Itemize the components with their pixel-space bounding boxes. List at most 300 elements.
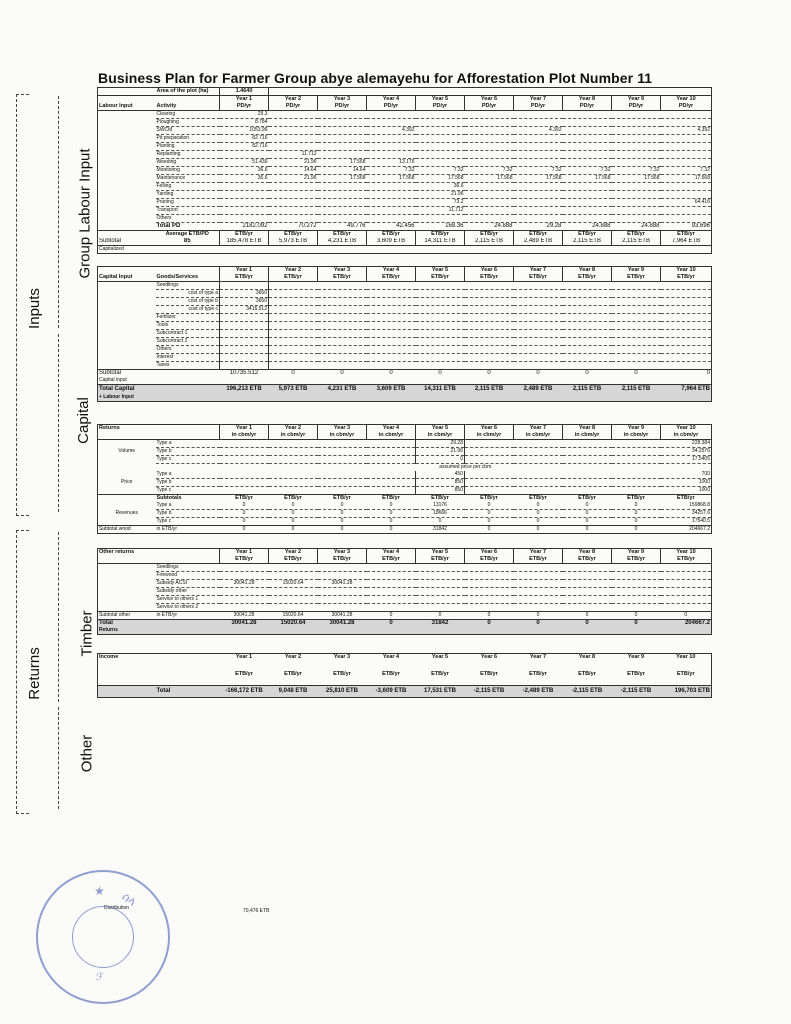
area-value: 1.4640	[220, 88, 269, 96]
table-cell	[612, 563, 661, 571]
unit-header: PD/yr	[269, 103, 318, 111]
table-cell	[514, 394, 563, 402]
table-cell	[661, 290, 712, 298]
subtotals-label: Subtotals	[156, 494, 220, 502]
activity-name: Pruning	[156, 199, 220, 207]
labour-value	[563, 135, 612, 143]
year-header: Year 3	[318, 653, 367, 661]
table-cell	[98, 571, 156, 579]
labour-subtotal-value: 5,973 ETB	[269, 238, 318, 246]
labour-value	[220, 215, 269, 223]
table-cell	[318, 627, 367, 635]
table-cell	[661, 661, 712, 671]
other-return-name: Subsidy other	[156, 587, 220, 595]
labour-value	[318, 183, 367, 191]
table-cell	[514, 298, 563, 306]
table-cell	[465, 322, 514, 330]
labour-value	[367, 111, 416, 119]
labour-value: 11.712	[416, 207, 465, 215]
labour-subtotal-value: 2,115 ETB	[563, 238, 612, 246]
total-returns-value: 0	[367, 619, 416, 627]
other-return-value: 15020.64	[269, 579, 318, 587]
labour-value	[416, 135, 465, 143]
table-cell	[465, 571, 514, 579]
labour-value	[563, 151, 612, 159]
labour-value	[661, 215, 712, 223]
table-cell	[318, 322, 367, 330]
labour-unit-row	[98, 103, 712, 111]
table-cell	[220, 439, 269, 447]
year-header: Year 10	[661, 424, 712, 432]
table-cell	[465, 471, 514, 479]
revenue-value: 18666	[416, 509, 465, 517]
revenue-value: 159868.8	[661, 502, 712, 510]
other-return-value	[220, 603, 269, 611]
timber-label: Timber	[78, 610, 96, 657]
income-total-value: -2,489 ETB	[514, 686, 563, 698]
stamp-inner-ring	[72, 906, 134, 968]
total-returns-value: 0	[612, 619, 661, 627]
labour-value: 17.568	[465, 175, 514, 183]
table-cell	[612, 455, 661, 463]
timber-type: Type c	[156, 486, 220, 494]
labour-value: 7.32	[416, 167, 465, 175]
labour-subtotal-value: 4,231 ETB	[318, 238, 367, 246]
revenue-value: 0	[318, 517, 367, 525]
table-cell	[269, 330, 318, 338]
labour-value	[318, 191, 367, 199]
labour-value: 29.3	[220, 111, 269, 119]
table-cell	[269, 627, 318, 635]
table-cell	[661, 314, 712, 322]
total-returns-value: 204667.2	[661, 619, 712, 627]
table-cell	[612, 314, 661, 322]
labour-value	[465, 111, 514, 119]
table-cell	[661, 330, 712, 338]
labour-value	[220, 151, 269, 159]
subtotal-wood-value: 31842	[416, 525, 465, 533]
other-row	[98, 603, 712, 611]
table-cell	[612, 354, 661, 362]
subtotal-wood-value: 0	[514, 525, 563, 533]
table-cell	[661, 377, 712, 385]
table-cell	[156, 619, 220, 627]
year-header: Year 6	[465, 424, 514, 432]
table-cell	[416, 290, 465, 298]
capital-value	[220, 362, 269, 370]
capital-section-label: Capital Input	[98, 274, 156, 282]
table-cell	[612, 377, 661, 385]
unit-header: ETB/yr	[318, 556, 367, 564]
price-value: 1000	[661, 478, 712, 486]
other-subtotal-row	[98, 611, 712, 619]
table-cell	[416, 579, 465, 587]
table-cell	[367, 661, 416, 671]
labour-value	[612, 151, 661, 159]
table-cell	[318, 394, 367, 402]
volume-row	[98, 447, 712, 455]
table-cell	[98, 231, 156, 239]
goods-name: Others	[156, 346, 220, 354]
unit-header: ETB/yr	[333, 670, 351, 677]
table-cell	[367, 298, 416, 306]
table-cell	[98, 96, 156, 104]
table-cell	[318, 447, 367, 455]
table-cell	[514, 322, 563, 330]
labour-row	[98, 175, 712, 183]
volume-value: 34.2576	[661, 447, 712, 455]
table-cell	[367, 603, 416, 611]
total-returns-value: 0	[563, 619, 612, 627]
revenue-value: 34257.6	[661, 509, 712, 517]
capital-subtotal-value: 0	[367, 370, 416, 378]
area-label: Area of the plot (ha)	[156, 88, 220, 96]
table-cell	[514, 579, 563, 587]
labour-value	[612, 159, 661, 167]
labour-value	[612, 191, 661, 199]
table-cell	[416, 306, 465, 314]
other-bracket	[58, 707, 59, 809]
labour-value	[416, 119, 465, 127]
income-section-label: Income	[98, 653, 156, 661]
table-cell	[465, 563, 514, 571]
unit-header: ETB/yr	[563, 494, 612, 502]
revenue-row	[98, 502, 712, 510]
year-header: Year 9	[612, 267, 661, 275]
income-total-row	[98, 686, 712, 698]
year-header: Year 1	[220, 548, 269, 556]
revenue-value: 0	[563, 517, 612, 525]
table-cell	[156, 432, 220, 440]
labour-value	[563, 143, 612, 151]
table-cell	[98, 330, 156, 338]
total-capital-value: 4,231 ETB	[327, 385, 357, 392]
labour-section-label: Labour Input	[98, 103, 156, 111]
spreadsheet	[97, 87, 711, 698]
revenue-value: 0	[269, 502, 318, 510]
goods-name: Interest	[156, 354, 220, 362]
table-cell	[514, 595, 563, 603]
year-header: Year 6	[465, 267, 514, 275]
goods-name: cost of type a	[156, 290, 220, 298]
total-capital-value: 7,964 ETB	[661, 385, 712, 394]
labour-value	[269, 135, 318, 143]
table-cell	[416, 377, 465, 385]
labour-value	[563, 111, 612, 119]
table-cell	[465, 579, 514, 587]
table-cell	[220, 377, 269, 385]
labour-value	[318, 151, 367, 159]
labour-value	[563, 207, 612, 215]
unit-header: ETB/yr	[661, 274, 712, 282]
table-cell	[318, 246, 367, 254]
revenue-value: 0	[220, 502, 269, 510]
labour-row	[98, 191, 712, 199]
revenue-value: 0	[514, 509, 563, 517]
table-cell	[514, 471, 563, 479]
unit-header: ETB/yr	[612, 494, 661, 502]
income-year-row	[98, 653, 712, 661]
table-cell	[514, 306, 563, 314]
capital-value: 3660	[220, 298, 269, 306]
labour-subtotal-value: 2,115 ETB	[465, 238, 514, 246]
unit-header: in cbm/yr	[465, 432, 514, 440]
table-cell	[612, 394, 661, 402]
table-cell	[612, 88, 661, 96]
table-cell	[318, 678, 367, 686]
table-cell	[98, 463, 156, 471]
income-table	[97, 653, 712, 699]
table-cell	[156, 661, 220, 671]
table-cell	[416, 282, 465, 290]
unit-header: PD/yr	[612, 103, 661, 111]
unit-header: ETB/yr	[416, 274, 465, 282]
unit-header: ETB/yr	[563, 556, 612, 564]
table-cell	[514, 354, 563, 362]
table-cell	[563, 362, 612, 370]
table-cell	[416, 246, 465, 254]
unit-header: ETB/yr	[514, 556, 563, 564]
labour-value: 17.568	[367, 175, 416, 183]
total-returns-value: 0	[514, 619, 563, 627]
activity-name: Replanting	[156, 151, 220, 159]
total-pd-value: 93.696	[661, 223, 712, 231]
capital-row	[98, 306, 712, 314]
revenue-value: 0	[465, 502, 514, 510]
labour-value	[612, 215, 661, 223]
group-labour-bracket	[58, 96, 59, 328]
table-cell	[514, 330, 563, 338]
table-cell	[514, 314, 563, 322]
price-value: 1000	[661, 486, 712, 494]
table-cell	[318, 298, 367, 306]
goods-name: Tools	[156, 322, 220, 330]
labour-value: 17.568	[661, 175, 712, 183]
volume-value: 29.28	[416, 439, 465, 447]
labour-value	[318, 207, 367, 215]
capital-value	[220, 346, 269, 354]
table-cell	[98, 167, 156, 175]
other-returns-label: Other returns	[98, 548, 156, 556]
price-value: 450	[416, 471, 465, 479]
table-cell	[465, 298, 514, 306]
table-cell	[98, 346, 156, 354]
table-cell	[612, 246, 661, 254]
table-cell	[98, 661, 156, 671]
timber-bracket	[58, 532, 59, 702]
labour-table	[97, 87, 712, 254]
total-returns-value: 30041.28	[318, 619, 367, 627]
table-cell	[98, 563, 156, 571]
year-header: Year 6	[465, 548, 514, 556]
labour-row	[98, 159, 712, 167]
labour-subtotal-value: 2,115 ETB	[612, 238, 661, 246]
total-returns-label: Total	[98, 619, 156, 627]
unit-header: ETB/yr	[416, 231, 465, 239]
revenue-value: 17540.5	[661, 517, 712, 525]
table-cell	[416, 587, 465, 595]
goods-services-header: Goods/Services	[156, 274, 220, 282]
table-cell	[367, 88, 416, 96]
table-cell	[563, 471, 612, 479]
activity-name: Others	[156, 215, 220, 223]
year-header: Year 3	[318, 267, 367, 275]
labour-value: 73.2	[416, 199, 465, 207]
table-cell	[514, 627, 563, 635]
table-cell	[661, 595, 712, 603]
table-cell	[563, 377, 612, 385]
table-cell	[269, 354, 318, 362]
table-cell	[156, 377, 220, 385]
table-cell	[156, 548, 220, 556]
unit-header: ETB/yr	[661, 556, 712, 564]
price-value: 850	[416, 478, 465, 486]
area-row	[98, 88, 712, 96]
table-cell	[612, 346, 661, 354]
table-cell	[156, 424, 220, 432]
labour-value: 8.784	[220, 119, 269, 127]
labour-subtotal-value: 185,478 ETB	[220, 238, 269, 246]
year-header: Year 8	[563, 653, 612, 661]
labour-value: 82.716	[220, 143, 269, 151]
activity-name: Monitoring	[156, 167, 220, 175]
year-header: Year 8	[563, 96, 612, 104]
timber-table	[97, 424, 712, 534]
labour-value	[269, 215, 318, 223]
labour-value	[563, 191, 612, 199]
table-cell	[514, 486, 563, 494]
table-cell	[98, 135, 156, 143]
capital-row	[98, 322, 712, 330]
table-cell	[98, 151, 156, 159]
table-cell	[220, 455, 269, 463]
year-header: Year 5	[416, 548, 465, 556]
table-cell	[661, 571, 712, 579]
table-cell	[465, 478, 514, 486]
table-cell	[269, 447, 318, 455]
table-cell	[612, 282, 661, 290]
labour-value	[269, 207, 318, 215]
goods-name: Subcontract 1	[156, 330, 220, 338]
unit-header: PD/yr	[367, 103, 416, 111]
activity-name: Yarding	[156, 191, 220, 199]
table-cell	[367, 338, 416, 346]
total-capital-value: 3,609 ETB	[376, 385, 406, 392]
table-cell	[514, 377, 563, 385]
table-cell	[661, 362, 712, 370]
capital-value	[220, 282, 269, 290]
table-cell	[416, 627, 465, 635]
table-cell	[156, 385, 220, 394]
unit-header: ETB/yr	[612, 231, 661, 239]
table-cell	[465, 330, 514, 338]
other-return-name: Firewood	[156, 571, 220, 579]
year-header: Year 4	[367, 653, 416, 661]
other-label: Other	[78, 734, 96, 773]
unit-header: ETB/yr	[529, 670, 547, 677]
income-total-label: Total	[156, 686, 220, 698]
activity-name: SWCM	[156, 127, 220, 135]
other-return-value	[318, 563, 367, 571]
labour-value: 21.96	[269, 175, 318, 183]
table-cell	[156, 394, 220, 402]
year-header: Year 5	[416, 267, 465, 275]
unit-header: ETB/yr	[382, 670, 400, 677]
year-header: Year 5	[416, 96, 465, 104]
table-cell	[367, 354, 416, 362]
table-cell	[612, 298, 661, 306]
labour-value	[563, 127, 612, 135]
income-total-value: -2,115 ETB	[612, 686, 661, 698]
labour-value	[269, 127, 318, 135]
table-cell	[563, 563, 612, 571]
table-cell	[98, 686, 156, 698]
revenue-value: 0	[465, 517, 514, 525]
unit-header: ETB/yr	[416, 494, 465, 502]
income-total-value: 17,531 ETB	[416, 686, 465, 698]
labour-value	[514, 207, 563, 215]
unit-header: PD/yr	[220, 103, 269, 111]
labour-subtotal-value: 3,609 ETB	[367, 238, 416, 246]
revenue-value: 0	[514, 517, 563, 525]
total-returns-row2	[98, 627, 712, 635]
other-row	[98, 563, 712, 571]
stamp-text: ሰላ	[119, 889, 140, 909]
labour-value	[465, 199, 514, 207]
other-return-value: 30041.28	[220, 579, 269, 587]
capital-subtotal-value: 0	[514, 370, 563, 378]
activity-name: Planting	[156, 143, 220, 151]
labour-value	[563, 183, 612, 191]
table-cell	[318, 306, 367, 314]
table-cell	[465, 88, 514, 96]
table-cell	[563, 571, 612, 579]
volume-row	[98, 455, 712, 463]
table-cell	[612, 338, 661, 346]
year-header: Year 4	[367, 424, 416, 432]
year-header: Year 4	[367, 267, 416, 275]
year-header: Year 1	[220, 653, 269, 661]
unit-header: ETB/yr	[563, 231, 612, 239]
labour-value	[465, 127, 514, 135]
labour-value	[514, 135, 563, 143]
unit-header: in cbm/yr	[563, 432, 612, 440]
labour-value	[514, 215, 563, 223]
table-cell	[98, 587, 156, 595]
table-cell	[269, 377, 318, 385]
revenue-value: 0	[269, 517, 318, 525]
year-header: Year 7	[514, 424, 563, 432]
table-cell	[661, 394, 712, 402]
table-cell	[563, 455, 612, 463]
subtotal-other-label: Subtotal other	[98, 611, 156, 619]
table-cell	[661, 346, 712, 354]
income-total-value: 196,703 ETB	[661, 686, 712, 698]
other-return-value	[220, 563, 269, 571]
unit-header: ETB/yr	[220, 274, 269, 282]
other-return-name: Service to others 1	[156, 595, 220, 603]
table-cell	[416, 595, 465, 603]
labour-value	[612, 199, 661, 207]
year-header: Year 6	[465, 653, 514, 661]
subtotal-wood-value: 0	[220, 525, 269, 533]
year-header: Year 2	[269, 96, 318, 104]
returns-label: Returns	[98, 627, 156, 635]
labour-value: 7.32	[661, 167, 712, 175]
unit-header: in cbm/yr	[612, 432, 661, 440]
table-cell	[269, 439, 318, 447]
average-etb-value: 85	[156, 238, 220, 246]
